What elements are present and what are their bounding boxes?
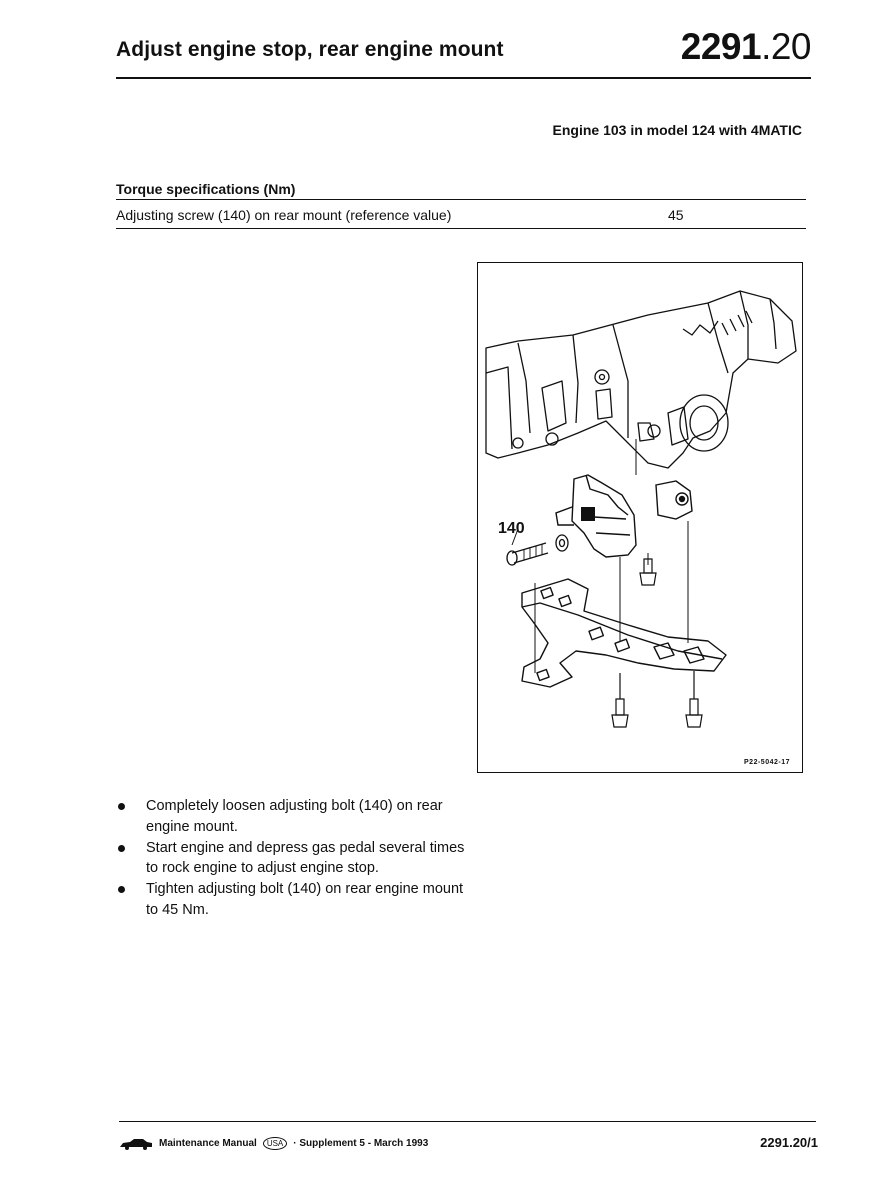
callout-140: 140 xyxy=(498,520,525,537)
step-text: Tighten adjusting bolt (140) on rear engine mount to 45 Nm. xyxy=(146,881,464,918)
page-number: 2291.20/1 xyxy=(760,1135,818,1150)
section-code xyxy=(681,26,811,68)
bullet-icon xyxy=(118,886,125,893)
step-text: Start engine and depress gas pedal several times to rock engine to adjust engine stop. xyxy=(146,839,465,876)
step-text: Completely loosen adjusting bolt (140) on rear engine mount. xyxy=(146,798,443,835)
footer-divider xyxy=(119,1121,816,1122)
engine-mount-illustration xyxy=(477,262,803,773)
mount-exploded-drawing xyxy=(478,263,802,772)
section-code-main: 2291 xyxy=(680,26,762,67)
footer-manual: Maintenance Manual xyxy=(159,1138,257,1149)
step-item xyxy=(116,838,476,879)
footer-region-badge: USA xyxy=(263,1137,287,1150)
step-item xyxy=(116,879,476,920)
page-title: Adjust engine stop, rear engine mount xyxy=(116,38,504,61)
engine-model-subtitle: Engine 103 in model 124 with 4MATIC xyxy=(552,122,802,138)
torque-row-value: 45 xyxy=(668,207,684,223)
footer-info xyxy=(119,1137,428,1150)
bullet-icon xyxy=(118,845,125,852)
header-divider xyxy=(116,77,811,79)
car-logo-icon xyxy=(119,1138,153,1150)
section-code-suffix: .20 xyxy=(761,26,811,67)
footer-supplement: · Supplement 5 - March 1993 xyxy=(293,1138,429,1149)
figure-code: P22-5042-17 xyxy=(744,759,790,766)
bullet-icon xyxy=(118,803,125,810)
procedure-steps xyxy=(116,796,476,921)
torque-table-bottom-rule xyxy=(116,228,806,229)
torque-spec-title: Torque specifications (Nm) xyxy=(116,181,296,197)
step-item xyxy=(116,796,476,837)
torque-row-label: Adjusting screw (140) on rear mount (reference value) xyxy=(116,207,452,223)
torque-table-top-rule xyxy=(116,199,806,200)
